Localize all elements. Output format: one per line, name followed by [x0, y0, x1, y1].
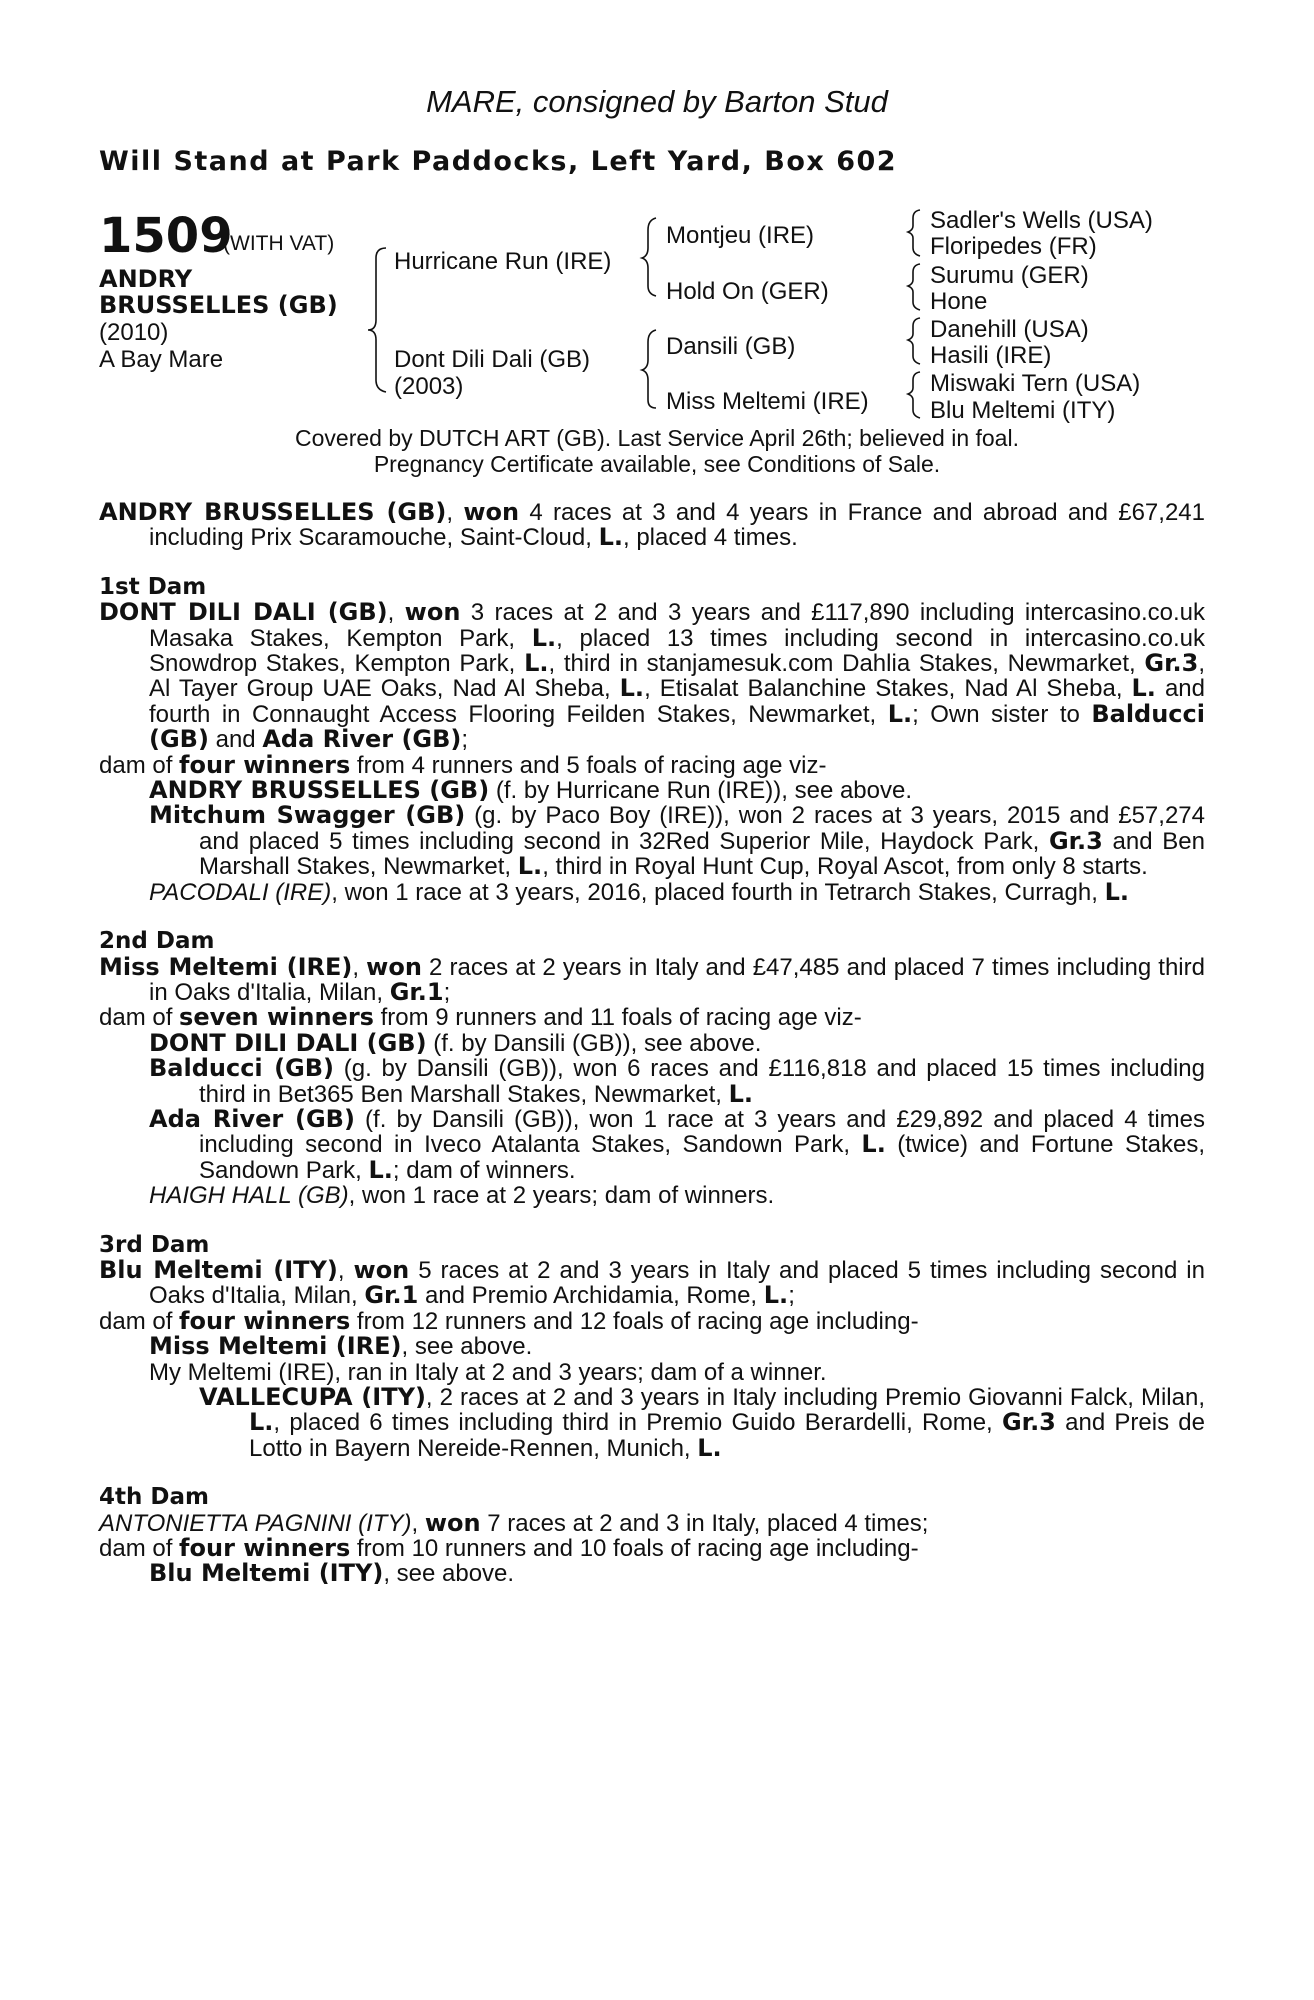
g-brace-2: [908, 264, 920, 310]
catalogue-body: [99, 500, 1205, 1587]
dam4-produce-1: Blu Meltemi (ITY), see above.: [149, 1559, 515, 1588]
dam1-produce-summary: dam of four winners from 4 runners and 5 foals of racing age viz-: [99, 750, 827, 779]
section-title-1st-dam: 1st Dam: [99, 573, 207, 600]
vat-note: (WITH VAT): [223, 232, 335, 255]
pedigree-g1: Sadler's Wells (USA): [930, 207, 1153, 234]
section-title-2nd-dam: 2nd Dam: [99, 928, 215, 955]
pedigree-dam-year: (2003): [394, 373, 464, 400]
g-brace-3: [908, 318, 920, 364]
dam2-produce-summary: dam of seven winners from 9 runners and 11 foals of racing age viz-: [99, 1003, 862, 1032]
pedigree-dam-sire: Dansili (GB): [666, 333, 796, 360]
pedigree-dam: Dont Dili Dali (GB): [394, 346, 591, 373]
dam3-record: Blu Meltemi (ITY), won 5 races at 2 and 3 years in Italy and placed 5 times including second in Oaks d'Italia, Milan, Gr.1 and Premio Archidamia, Rome, L.;: [99, 1255, 1205, 1310]
covered-note-line2: Pregnancy Certificate available, see Conditions of Sale.: [373, 451, 941, 477]
dam2-produce-4: HAIGH HALL (GB), won 1 race at 2 years; dam of winners.: [149, 1182, 775, 1210]
section-title-3rd-dam: 3rd Dam: [99, 1231, 210, 1258]
covered-note-line1: Covered by DUTCH ART (GB). Last Service April 26th; believed in foal.: [295, 425, 1019, 451]
pedigree-g2: Floripedes (FR): [930, 233, 1097, 260]
dam1-record: DONT DILI DALI (GB), won 3 races at 2 and 3 years and £117,890 including intercasino.co.uk Masaka Stakes, Kempton Park, L., placed 13 times including second in intercasino.co.uk Snowdrop Stakes, Kempton Park, L., third in stanjamesuk.com Dahlia Stakes, Newmarket, Gr.3, Al Tayer Group UAE Oaks, Nad Al Sheba, L., Etisalat Balanchine Stakes, Nad Al Sheba, L. and fourth in Connaught Access Flooring Feilden Stakes, Newmarket, L.; Own sister to Balducci (GB) and Ada River (GB);: [99, 598, 1206, 754]
lot-number: 1509: [99, 208, 233, 264]
dam1-produce-2: Mitchum Swagger (GB) (g. by Paco Boy (IRE)), won 2 races at 3 years, 2015 and £57,274 and placed 5 times including second in 32Red Superior Mile, Haydock Park, Gr.3 and Ben Marshall Stakes, Newmarket, L., third in Royal Hunt Cup, Royal Ascot, from only 8 starts.: [149, 801, 1205, 881]
pedigree-sire: Hurricane Run (IRE): [394, 248, 612, 275]
dam3-produce-2: My Meltemi (IRE), ran in Italy at 2 and 3 years; dam of a winner.: [149, 1358, 827, 1386]
section-title-4th-dam: 4th Dam: [99, 1484, 209, 1511]
dam2-produce-3: Ada River (GB) (f. by Dansili (GB)), won 1 race at 3 years and £29,892 and placed 4 times including second in Iveco Atalanta Stakes, Sandown Park, L. (twice) and Fortune Stakes, Sandown Park, L.; dam of winners.: [149, 1104, 1205, 1184]
horse-description: A Bay Mare: [99, 346, 224, 373]
dam3-produce-1: Miss Meltemi (IRE), see above.: [149, 1332, 533, 1361]
pedigree-g5: Danehill (USA): [930, 316, 1089, 343]
pedigree-g7: Miswaki Tern (USA): [930, 370, 1141, 397]
dam-brace: [642, 330, 656, 408]
dam2-produce-2: Balducci (GB) (g. by Dansili (GB)), won 6 races and £116,818 and placed 15 times including third in Bet365 Ben Marshall Stakes, Newmarket, L.: [149, 1054, 1205, 1108]
pedigree-sire-sire: Montjeu (IRE): [666, 222, 815, 249]
pedigree-dam-dam: Miss Meltemi (IRE): [666, 388, 869, 415]
dam3-grandproduce-1: VALLECUPA (ITY), 2 races at 2 and 3 years in Italy including Premio Giovanni Falck, Milan, L., placed 6 times including third in Premio Guido Berardelli, Rome, Gr.3 and Preis de Lotto in Bayern Nereide-Rennen, Munich, L.: [199, 1383, 1206, 1462]
dam2-record: Miss Meltemi (IRE), won 2 races at 2 years in Italy and £47,485 and placed 7 times including third in Oaks d'Italia, Milan, Gr.1;: [99, 952, 1205, 1006]
pedigree-sire-dam: Hold On (GER): [666, 278, 829, 305]
horse-name-line1: ANDRY: [99, 265, 193, 293]
foaling-year: (2010): [99, 319, 169, 346]
dam4-record: ANTONIETTA PAGNINI (ITY), won 7 races at 2 and 3 in Italy, placed 4 times;: [99, 1508, 929, 1537]
intro-paragraph: ANDRY BRUSSELLES (GB), won 4 races at 3 and 4 years in France and abroad and £67,241 including Prix Scaramouche, Saint-Cloud, L., placed 4 times.: [99, 498, 1205, 552]
pedigree-g6: Hasili (IRE): [930, 342, 1052, 369]
dam4-produce-summary: dam of four winners from 10 runners and 10 foals of racing age including-: [99, 1534, 919, 1563]
horse-name: ANDRY BRUSSELLES (GB): [99, 498, 447, 526]
pedigree-g3: Surumu (GER): [930, 262, 1089, 289]
g-brace-1: [908, 210, 920, 256]
main-brace: [368, 248, 386, 392]
pedigree-g8: Blu Meltemi (ITY): [930, 397, 1116, 424]
dam1-produce-3: PACODALI (IRE), won 1 race at 3 years, 2016, placed fourth in Tetrarch Stakes, Curragh, L.: [149, 877, 1129, 906]
dam2-produce-1: DONT DILI DALI (GB) (f. by Dansili (GB)), see above.: [149, 1028, 762, 1057]
g-brace-4: [908, 372, 920, 418]
page-title: MARE, consigned by Barton Stud: [426, 84, 888, 119]
pedigree-g4: Hone: [930, 288, 988, 315]
dam3-produce-summary: dam of four winners from 12 runners and 12 foals of racing age including-: [99, 1306, 919, 1335]
dam1-produce-1: ANDRY BRUSSELLES (GB) (f. by Hurricane Run (IRE)), see above.: [149, 776, 913, 805]
stand-location: Will Stand at Park Paddocks, Left Yard, Box 602: [99, 146, 898, 177]
horse-name-line2: BRUSSELLES (GB): [99, 291, 338, 319]
sire-brace: [642, 218, 656, 296]
